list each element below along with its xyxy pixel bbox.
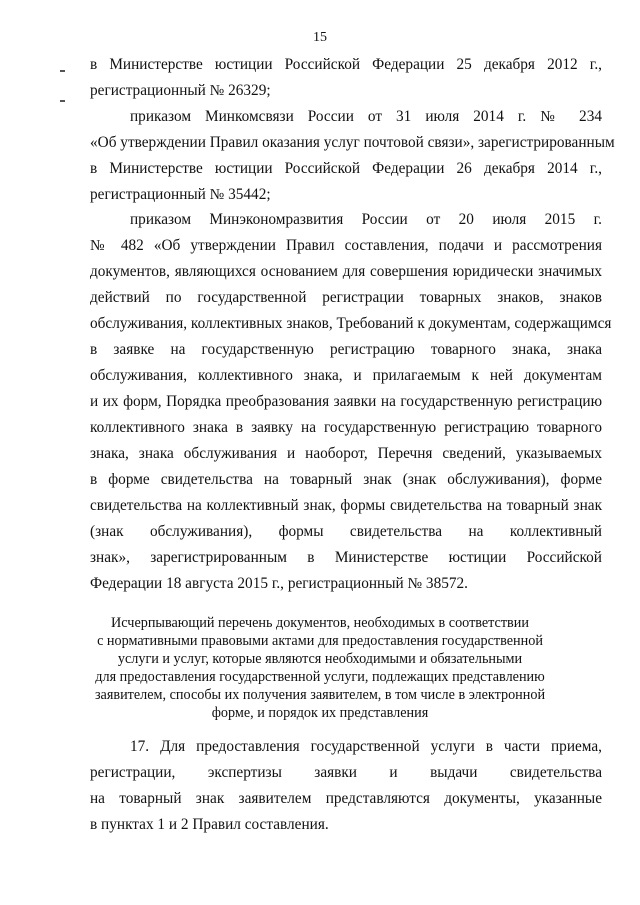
paragraph-3-line-5: обслуживания, коллективных знаков, Требований к документам, содержащимся — [90, 315, 612, 332]
paragraph-4-line-4: в пунктах 1 и 2 Правил составления. — [90, 816, 329, 833]
paragraph-3-line-8: и их форм, Порядка преобразования заявки на государственную регистрацию — [90, 393, 602, 410]
paragraph-3-line-9: коллективного знака в заявку на государственную регистрацию товарного — [90, 419, 602, 436]
paragraph-3-line-11: в форме свидетельства на товарный знак (знак обслуживания), форме — [90, 471, 602, 488]
paragraph-3-line-6: в заявке на государственную регистрацию товарного знака, знака — [90, 341, 602, 358]
paragraph-2-line-4: регистрационный № 35442; — [90, 186, 271, 203]
section-heading-line-1: Исчерпывающий перечень документов, необходимых в соответствии — [111, 615, 529, 631]
paragraph-1-line-1: в Министерстве юстиции Российской Федерации 25 декабря 2012 г., — [90, 56, 602, 73]
paragraph-2-line-3: в Министерстве юстиции Российской Федерации 26 декабря 2014 г., — [90, 160, 602, 177]
section-heading-line-5: заявителем, способы их получения заявителем, в том числе в электронной — [94, 687, 546, 703]
paragraph-3-line-15: Федерации 18 августа 2015 г., регистрационный № 38572. — [90, 575, 468, 592]
paragraph-4-line-2: регистрации, экспертизы заявки и выдачи свидетельства — [90, 764, 602, 781]
section-heading-line-4: для предоставления государственной услуги, подлежащих представлению — [95, 669, 545, 685]
paragraph-2-line-1: приказом Минкомсвязи России от 31 июля 2014 г. № 234 — [130, 108, 602, 125]
paragraph-3-line-10: знака, знака обслуживания и наоборот, Перечня сведений, указываемых — [90, 445, 602, 462]
paragraph-3-line-14: знак», зарегистрированным в Министерстве юстиции Российской — [90, 549, 602, 566]
paragraph-3-line-12: свидетельства на коллективный знак, формы свидетельства на товарный знак — [90, 497, 602, 514]
paragraph-4-line-3: на товарный знак заявителем представляются документы, указанные — [90, 790, 602, 807]
paragraph-3-line-7: обслуживания, коллективного знака, и прилагаемым к ней документам — [90, 367, 602, 384]
page-number: 15 — [313, 30, 327, 45]
paragraph-3-line-2: № 482 «Об утверждении Правил составления, подачи и рассмотрения — [90, 237, 602, 254]
margin-mark — [60, 70, 65, 72]
section-heading-line-2: с нормативными правовыми актами для предоставления государственной — [97, 633, 543, 649]
paragraph-3-line-13: (знак обслуживания), формы свидетельства на коллективный — [90, 523, 602, 540]
paragraph-1-line-2: регистрационный № 26329; — [90, 82, 271, 99]
paragraph-3-line-1: приказом Минэкономразвития России от 20 июля 2015 г. — [130, 211, 602, 228]
paragraph-3-line-4: действий по государственной регистрации товарных знаков, знаков — [90, 289, 602, 306]
paragraph-2-line-2: «Об утверждении Правил оказания услуг почтовой связи», зарегистрированным — [90, 134, 615, 151]
paragraph-3-line-3: документов, являющихся основанием для совершения юридически значимых — [90, 263, 602, 280]
section-heading-line-3: услуги и услуг, которые являются необходимыми и обязательными — [117, 651, 523, 667]
paragraph-4-line-1: 17. Для предоставления государственной услуги в части приема, — [130, 738, 602, 755]
margin-mark — [60, 100, 65, 102]
section-heading-line-6: форме, и порядок их представления — [211, 705, 429, 721]
